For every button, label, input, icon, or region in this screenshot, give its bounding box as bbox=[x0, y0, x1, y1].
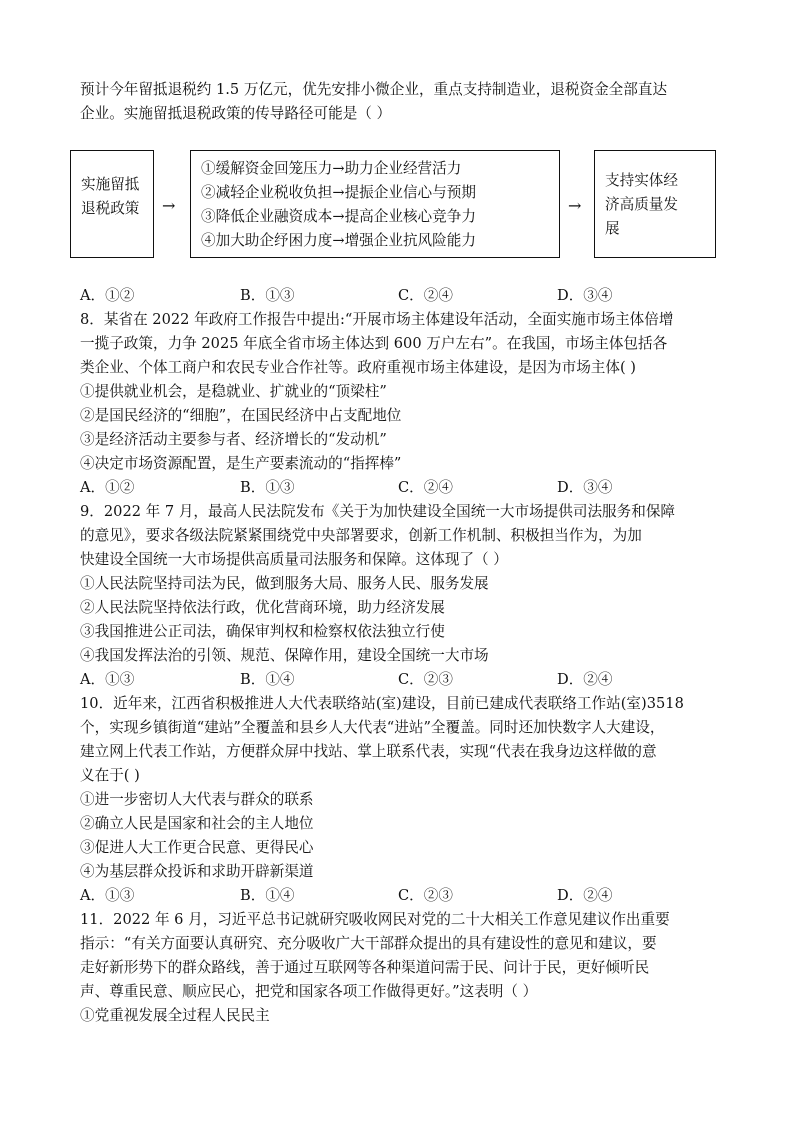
q9-options bbox=[80, 668, 720, 692]
q9-item: ③我国推进公正司法，确保审判权和检察权依法独立行使 bbox=[80, 623, 445, 640]
pathway-item: ①缓解资金回笼压力→助力企业经营活力 bbox=[201, 160, 462, 177]
q9-item: ④我国发挥法治的引领、规范、保障作用，建设全国统一大市场 bbox=[80, 647, 489, 664]
q9-item: ①人民法院坚持司法为民，做到服务大局、服务人民、服务发展 bbox=[80, 575, 489, 592]
q9-stem-line: 快建设全国统一大市场提供高质量司法服务和保障。这体现了（ ） bbox=[80, 551, 508, 568]
arrow-icon: → bbox=[162, 196, 176, 215]
option-a[interactable]: A．①③ bbox=[80, 887, 135, 904]
q11-stem-line: 指示：“有关方面要认真研究、充分吸收广大干部群众提出的具有建设性的意见和建议，要 bbox=[80, 935, 657, 952]
q8-item: ②是国民经济的“细胞”，在国民经济中占支配地位 bbox=[80, 407, 402, 424]
q10-item: ①进一步密切人大代表与群众的联系 bbox=[80, 791, 314, 808]
q10-item: ④为基层群众投诉和求助开辟新渠道 bbox=[80, 863, 314, 880]
q10-stem-line: 10．近年来，江西省积极推进人大代表联络站(室)建设，目前已建成代表联络工作站(室)3518 bbox=[80, 695, 684, 712]
q10-item: ②确立人民是国家和社会的主人地位 bbox=[80, 815, 314, 832]
option-b[interactable]: B．①④ bbox=[240, 887, 295, 904]
arrow-icon: → bbox=[568, 196, 582, 215]
q7-stem-line-1: 预计今年留抵退税约 1.5 万亿元，优先安排小微企业，重点支持制造业，退税资金全部直达 bbox=[80, 81, 668, 98]
q9-stem-line: 9．2022 年 7 月，最高人民法院发布《关于为加快建设全国统一大市场提供司法服务和保障 bbox=[80, 503, 676, 520]
pathway-item: ②减轻企业税收负担→提振企业信心与预期 bbox=[201, 184, 476, 201]
q8-stem-line: 一揽子政策，力争 2025 年底全省市场主体达到 600 万户左右”。在我国，市场主体包括各 bbox=[80, 335, 668, 352]
option-c[interactable]: C．②③ bbox=[398, 887, 453, 904]
q7-stem-line-2: 企业。实施留抵退税政策的传导路径可能是（ ） bbox=[80, 105, 392, 122]
goal-box-line-2: 济高质量发 bbox=[605, 196, 678, 213]
goal-box-line-3: 展 bbox=[605, 220, 620, 237]
q11-stem-line: 11．2022 年 6 月，习近平总书记就研究吸收网民对党的二十大相关工作意见建议作出重要 bbox=[80, 911, 670, 928]
option-d[interactable]: D．③④ bbox=[557, 287, 613, 304]
pathway-item: ③降低企业融资成本→提高企业核心竞争力 bbox=[201, 208, 476, 225]
pathway-item: ④加大助企纾困力度→增强企业抗风险能力 bbox=[201, 232, 476, 249]
q10-item: ③促进人大工作更合民意、更得民心 bbox=[80, 839, 314, 856]
q10-stem-line: 建立网上代表工作站，方便群众屏中找站、掌上联系代表，实现“代表在我身边这样做的意 bbox=[80, 743, 657, 760]
option-a[interactable]: A．①② bbox=[80, 479, 135, 496]
option-a[interactable]: A．①③ bbox=[80, 671, 135, 688]
option-b[interactable]: B．①③ bbox=[240, 287, 295, 304]
q9-item: ②人民法院坚持依法行政，优化营商环境，助力经济发展 bbox=[80, 599, 445, 616]
policy-box-line-2: 退税政策 bbox=[81, 200, 140, 217]
q10-options bbox=[80, 884, 720, 908]
policy-box bbox=[70, 150, 154, 258]
q8-options bbox=[80, 476, 720, 500]
option-c[interactable]: C．②④ bbox=[398, 287, 453, 304]
option-d[interactable]: D．②④ bbox=[557, 671, 613, 688]
option-a[interactable]: A．①② bbox=[80, 287, 135, 304]
q11-stem-line: 走好新形势下的群众路线，善于通过互联网等各种渠道问需于民、问计于民，更好倾听民 bbox=[80, 959, 650, 976]
q8-item: ③是经济活动主要参与者、经济增长的“发动机” bbox=[80, 431, 387, 448]
pathway-box bbox=[190, 150, 560, 258]
policy-box-line-1: 实施留抵 bbox=[81, 176, 140, 193]
q11-item: ①党重视发展全过程人民民主 bbox=[80, 1007, 270, 1024]
goal-box-line-1: 支持实体经 bbox=[605, 172, 678, 189]
q8-stem-line: 8．某省在 2022 年政府工作报告中提出:“开展市场主体建设年活动，全面实施市场主体倍增 bbox=[80, 311, 674, 328]
q8-item: ①提供就业机会，是稳就业、扩就业的“顶梁柱” bbox=[80, 383, 387, 400]
goal-box bbox=[594, 150, 716, 258]
q10-stem-line: 义在于( ) bbox=[80, 767, 140, 784]
q8-item: ④决定市场资源配置，是生产要素流动的“指挥棒” bbox=[80, 455, 402, 472]
q9-stem-line: 的意见》，要求各级法院紧紧围绕党中央部署要求，创新工作机制、积极担当作为，为加 bbox=[80, 527, 642, 544]
q11-stem-line: 声、尊重民意、顺应民心，把党和国家各项工作做得更好。”这表明（ ） bbox=[80, 983, 538, 1000]
q10-stem-line: 个，实现乡镇街道“建站”全覆盖和县乡人大代表“进站”全覆盖。同时还加快数字人大建设， bbox=[80, 719, 665, 736]
option-b[interactable]: B．①④ bbox=[240, 671, 295, 688]
option-d[interactable]: D．②④ bbox=[557, 887, 613, 904]
option-b[interactable]: B．①③ bbox=[240, 479, 295, 496]
option-c[interactable]: C．②③ bbox=[398, 671, 453, 688]
q7-options bbox=[80, 284, 720, 308]
option-c[interactable]: C．②④ bbox=[398, 479, 453, 496]
option-d[interactable]: D．③④ bbox=[557, 479, 613, 496]
q8-stem-line: 类企业、个体工商户和农民专业合作社等。政府重视市场主体建设，是因为市场主体( ) bbox=[80, 359, 636, 376]
